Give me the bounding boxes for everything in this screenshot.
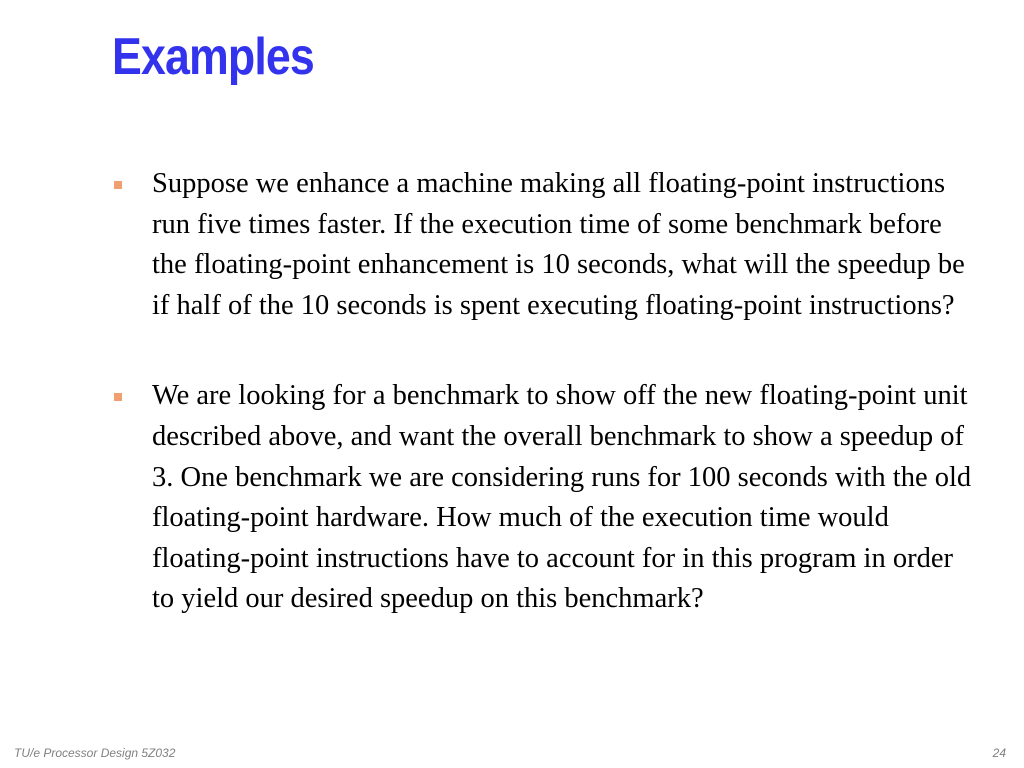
square-bullet-icon (114, 393, 122, 401)
square-bullet-icon (114, 181, 122, 189)
bullet-text: We are looking for a benchmark to show off the new floating-point unit described above, and want the overall benchmark to show a speedup of 3. One benchmark we are considering runs for 100 seconds with the old floating-point hardware. How much of the execution time would floating-point instructions have to account for in this program in order to yield our desired speedup on this benchmark? (152, 380, 972, 615)
footer-course: TU/e Processor Design 5Z032 (14, 746, 176, 760)
slide-title: Examples (112, 28, 314, 86)
bullet-item-2 (110, 376, 980, 620)
bullet-item-1 (110, 164, 980, 326)
footer-page-number: 24 (992, 746, 1006, 760)
bullet-text: Suppose we enhance a machine making all floating-point instructions run five times faster. If the execution time of some benchmark before the floating-point enhancement is 10 seconds, what will the speedup be if half of the 10 seconds is spent executing floating-point instructions? (152, 168, 965, 321)
bullet-list (110, 164, 980, 620)
